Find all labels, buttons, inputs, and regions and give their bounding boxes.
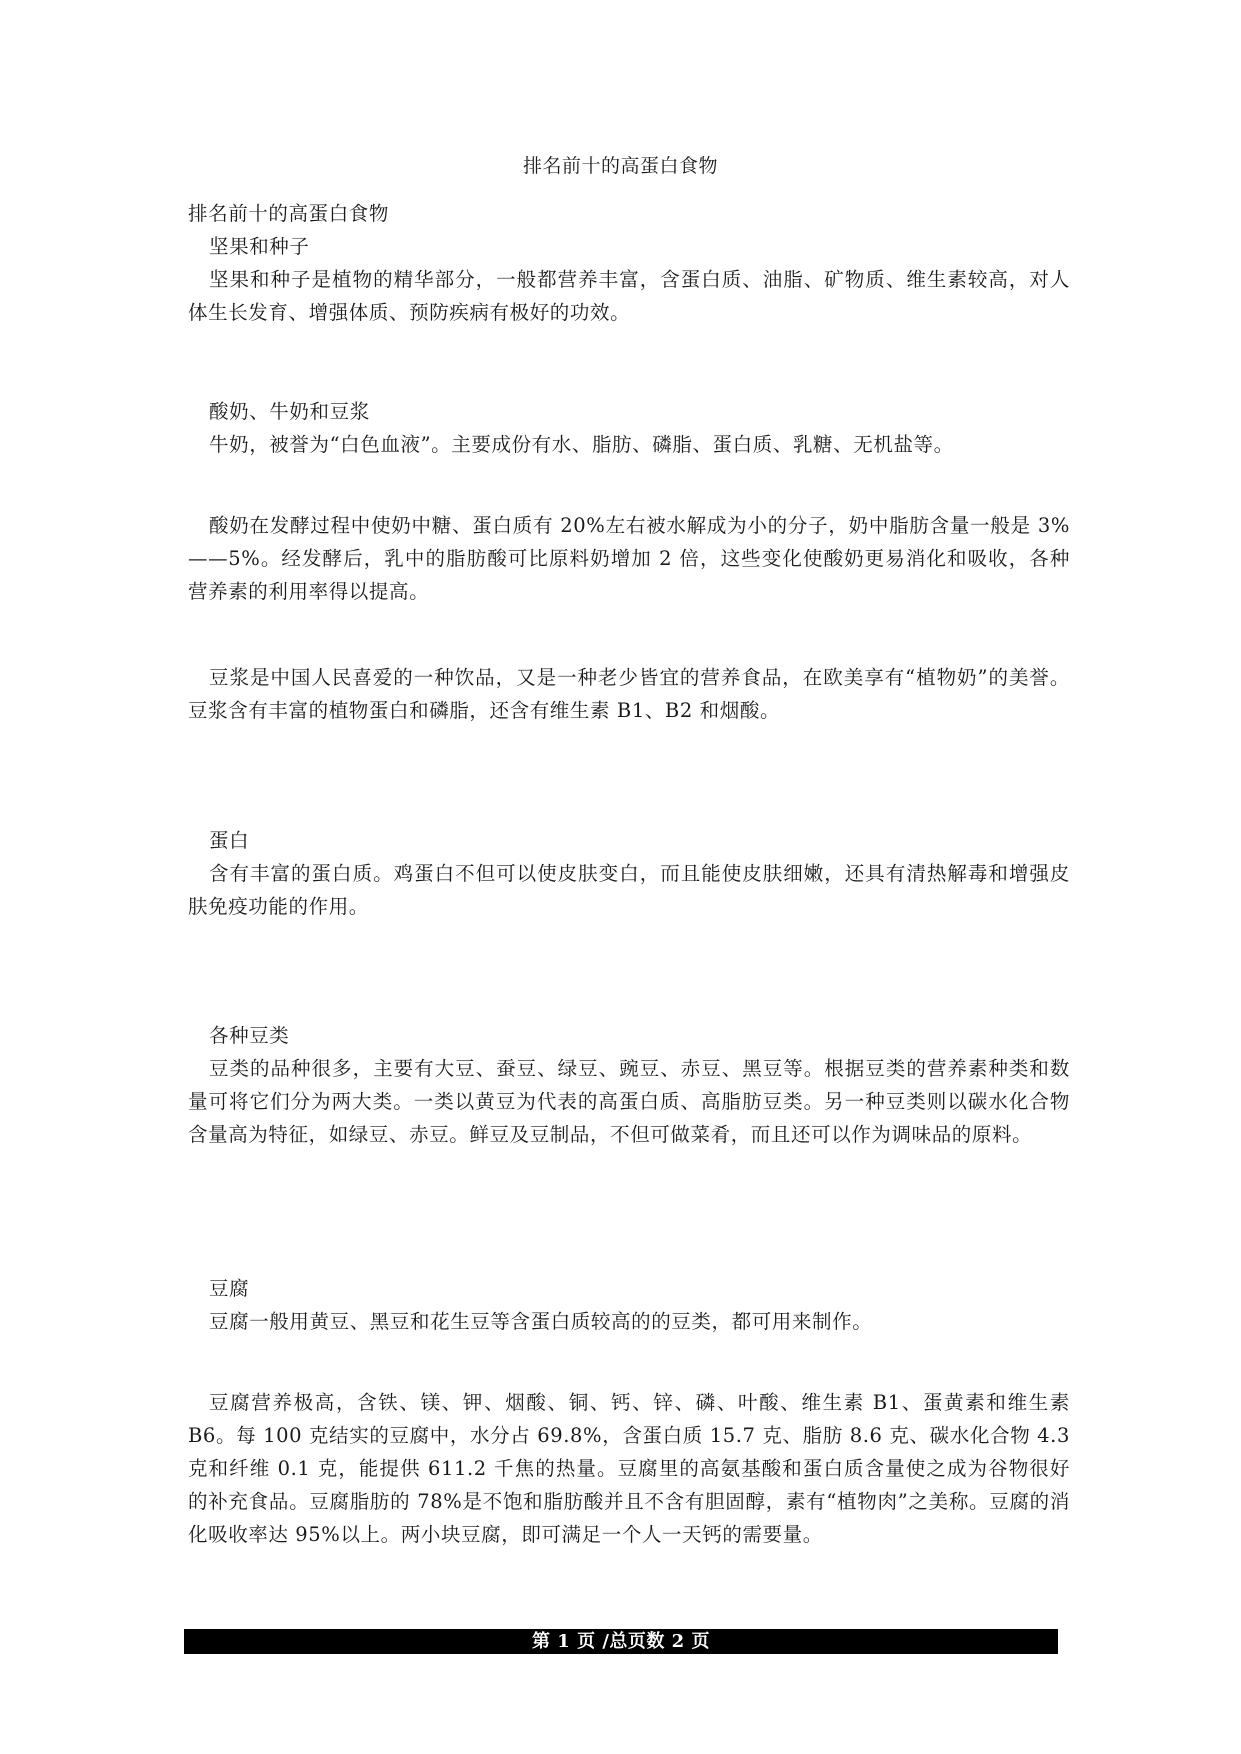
section-dairy-yogurt <box>188 509 1070 608</box>
section-paragraph: 含有丰富的蛋白质。鸡蛋白不但可以使皮肤变白，而且能使皮肤细嫩，还具有清热解毒和增强皮肤免疫功能的作用。 <box>188 862 1070 918</box>
section-beans <box>188 1019 1070 1151</box>
section-paragraph: 坚果和种子是植物的精华部分，一般都营养丰富，含蛋白质、油脂、矿物质、维生素较高，对人体生长发育、增强体质、预防疾病有极好的功效。 <box>188 268 1070 324</box>
page-footer <box>184 1629 1058 1654</box>
section-tofu-nutrition <box>188 1386 1070 1551</box>
document-title: 排名前十的高蛋白食物 <box>522 155 718 177</box>
page-number: 第 1 页 /总页数 2 页 <box>532 1631 710 1652</box>
section-paragraph: 豆腐营养极高，含铁、镁、钾、烟酸、铜、钙、锌、磷、叶酸、维生素 B1、蛋黄素和维生素 B6。每 100 克结实的豆腐中，水分占 69.8%，含蛋白质 15.7 克、脂肪 8.6 克、碳水化合物 4.3 克和纤维 0.1 克，能提供 611.2 千焦的热量。豆腐里的高氨基酸和蛋白质含量使之成为谷物很好的补充食品。豆腐脂肪的 78%是不饱和脂肪酸并且不含有胆固醇，素有“植物肉”之美称。豆腐的消化吸收率达 95%以上。两小块豆腐，即可满足一个人一天钙的需要量。 <box>188 1391 1070 1546</box>
section-heading: 豆腐 <box>209 1277 250 1300</box>
section-nuts <box>188 197 1070 329</box>
section-paragraph: 酸奶在发酵过程中使奶中糖、蛋白质有 20%左右被水解成为小的分子，奶中脂肪含量一般是 3%——5%。经发酵后，乳中的脂肪酸可比原料奶增加 2 倍，这些变化使酸奶更易消化和吸收，各种营养素的利用率得以提高。 <box>188 514 1070 603</box>
section-paragraph: 豆类的品种很多，主要有大豆、蚕豆、绿豆、豌豆、赤豆、黑豆等。根据豆类的营养素种类和数量可将它们分为两大类。一类以黄豆为代表的高蛋白质、高脂肪豆类。另一种豆类则以碳水化合物含量高为特征，如绿豆、赤豆。鲜豆及豆制品，不但可做菜肴，而且还可以作为调味品的原料。 <box>188 1057 1070 1146</box>
section-paragraph: 豆浆是中国人民喜爱的一种饮品，又是一种老少皆宜的营养食品，在欧美享有“植物奶”的美誉。豆浆含有丰富的植物蛋白和磷脂，还含有维生素 B1、B2 和烟酸。 <box>188 666 1070 722</box>
section-paragraph: 牛奶，被誉为“白色血液”。主要成份有水、脂肪、磷脂、蛋白质、乳糖、无机盐等。 <box>209 433 954 456</box>
section-heading: 坚果和种子 <box>209 235 310 258</box>
section-dairy-soymilk <box>188 661 1070 727</box>
section-heading: 酸奶、牛奶和豆浆 <box>209 400 370 423</box>
document-heading: 排名前十的高蛋白食物 <box>188 202 390 225</box>
section-egg-white <box>188 824 1070 923</box>
section-tofu <box>188 1272 1070 1338</box>
section-heading: 蛋白 <box>209 829 250 852</box>
section-paragraph: 豆腐一般用黄豆、黑豆和花生豆等含蛋白质较高的的豆类，都可用来制作。 <box>209 1310 873 1333</box>
section-dairy <box>188 395 1070 461</box>
section-heading: 各种豆类 <box>209 1024 290 1047</box>
